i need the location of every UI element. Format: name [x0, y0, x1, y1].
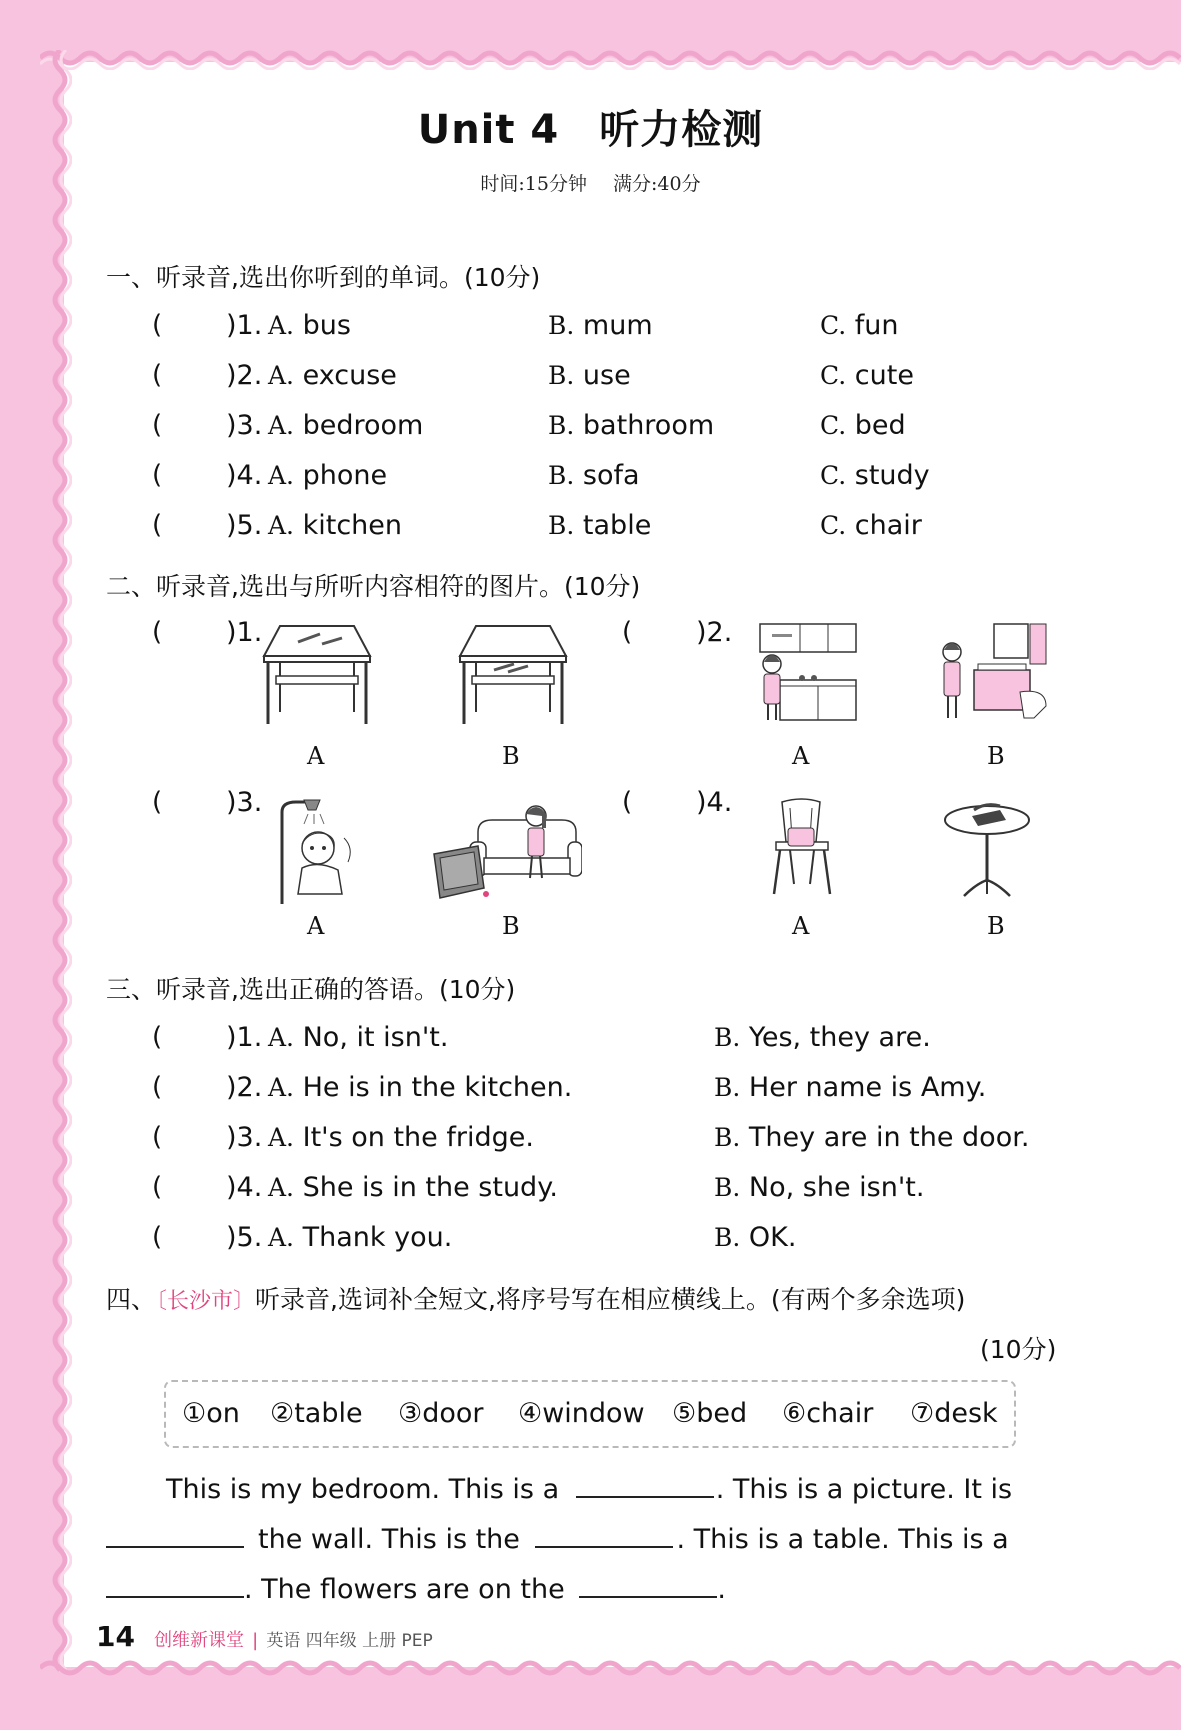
question-number-2-3: )3. — [226, 787, 263, 818]
pic-label-a: A — [792, 912, 810, 940]
answer-paren[interactable]: ( — [152, 1172, 163, 1202]
option-a: A. No, it isn't. — [268, 1022, 449, 1053]
option-c: C. cute — [820, 360, 914, 391]
question-number: )3. — [226, 1122, 263, 1153]
blank-4[interactable] — [106, 1570, 244, 1598]
answer-paren[interactable]: ( — [152, 1072, 163, 1102]
option-b: B. OK. — [714, 1222, 797, 1253]
section-4-score: (10分) — [980, 1335, 1057, 1364]
question-number-2-2: )2. — [696, 617, 733, 648]
pic-label-b: B — [502, 912, 520, 940]
passage-line-3 — [106, 1570, 1074, 1605]
option-b: B. use — [548, 360, 631, 391]
section-3-title: 三、听录音,选出正确的答语。(10分) — [106, 975, 516, 1004]
girl-on-sofa-with-tv-icon[interactable] — [432, 802, 582, 902]
word-bank — [164, 1380, 1016, 1448]
option-a: A. bus — [268, 310, 351, 341]
passage-text: . This is a table. This is a — [676, 1524, 1009, 1555]
book-info: 英语 四年级 上册 PEP — [266, 1631, 433, 1651]
option-b: B. Her name is Amy. — [714, 1072, 987, 1103]
answer-paren[interactable]: ( — [152, 360, 163, 390]
pic-label-a: A — [307, 912, 325, 940]
page-subtitle — [0, 169, 1181, 196]
section-1-title: 一、听录音,选出你听到的单词。(10分) — [106, 263, 541, 292]
pic-label-b: B — [987, 742, 1005, 770]
blank-2[interactable] — [106, 1520, 244, 1548]
bag-on-chair-icon[interactable] — [770, 798, 836, 908]
word-option: ③door — [398, 1398, 484, 1429]
blank-3[interactable] — [535, 1520, 673, 1548]
answer-paren[interactable]: ( — [152, 1022, 163, 1052]
passage-text: . The flowers are on the — [244, 1574, 565, 1605]
passage-text: the wall. This is the — [258, 1524, 520, 1555]
blank-1[interactable] — [576, 1470, 714, 1498]
option-a: A. kitchen — [268, 510, 403, 541]
pic-label-a: A — [792, 742, 810, 770]
option-a: A. Thank you. — [268, 1222, 453, 1253]
question-number: )2. — [226, 1072, 263, 1103]
full-score: 满分:40分 — [613, 173, 701, 195]
question-number-2-4: )4. — [696, 787, 733, 818]
passage-line-2 — [106, 1520, 1074, 1555]
blank-5[interactable] — [579, 1570, 717, 1598]
answer-paren[interactable]: ( — [152, 310, 163, 340]
word-option: ④window — [518, 1398, 645, 1429]
option-b: B. They are in the door. — [714, 1122, 1030, 1153]
question-number: )5. — [226, 510, 263, 541]
left-wave-border — [46, 50, 72, 1680]
answer-paren[interactable]: ( — [152, 1222, 163, 1252]
girl-in-kitchen-icon[interactable] — [758, 620, 860, 726]
table-with-pens-on-top-icon[interactable] — [262, 620, 372, 725]
option-c: C. bed — [820, 410, 906, 441]
page-title — [0, 98, 1181, 155]
option-b: B. mum — [548, 310, 653, 341]
option-b: B. bathroom — [548, 410, 715, 441]
word-option: ②table — [270, 1398, 363, 1429]
question-number: )3. — [226, 410, 263, 441]
question-number: )1. — [226, 1022, 263, 1053]
word-option: ⑦desk — [910, 1398, 998, 1429]
answer-paren[interactable]: ( — [152, 460, 163, 490]
answer-paren-2-2[interactable]: ( — [622, 617, 633, 647]
passage-text: . — [717, 1574, 726, 1605]
word-option: ⑥chair — [782, 1398, 874, 1429]
option-c: C. chair — [820, 510, 922, 541]
section-4-title — [106, 1280, 965, 1316]
pic-label-b: B — [502, 742, 520, 770]
section-4-prefix: 四、 — [106, 1285, 157, 1314]
pic-label-b: B — [987, 912, 1005, 940]
option-a: A. phone — [268, 460, 388, 491]
answer-paren[interactable]: ( — [152, 1122, 163, 1152]
footer-separator: | — [252, 1630, 259, 1651]
option-b: B. No, she isn't. — [714, 1172, 925, 1203]
question-number: )5. — [226, 1222, 263, 1253]
boy-in-shower-icon[interactable] — [262, 798, 364, 906]
top-wave-border — [40, 44, 1181, 70]
section-4-instruction: 听录音,选词补全短文,将序号写在相应横线上。(有两个多余选项) — [255, 1285, 966, 1314]
option-c: C. fun — [820, 310, 899, 341]
passage-line-1 — [106, 1470, 1074, 1505]
phone-on-round-table-icon[interactable] — [942, 800, 1032, 900]
pic-label-a: A — [307, 742, 325, 770]
page-footer — [96, 1620, 433, 1653]
option-a: A. bedroom — [268, 410, 424, 441]
answer-paren[interactable]: ( — [152, 510, 163, 540]
test-name: 听力检测 — [599, 107, 764, 153]
option-c: C. study — [820, 460, 930, 491]
answer-paren-2-3[interactable]: ( — [152, 787, 163, 817]
city-tag: 〔长沙市〕 — [156, 1289, 256, 1314]
question-number: )2. — [226, 360, 263, 391]
answer-paren-2-4[interactable]: ( — [622, 787, 633, 817]
passage-text: This is my bedroom. This is a — [166, 1474, 560, 1505]
section-2-title: 二、听录音,选出与所听内容相符的图片。(10分) — [106, 572, 641, 601]
question-number-2-1: )1. — [226, 617, 263, 648]
unit-number: Unit 4 — [417, 107, 560, 153]
question-number: )1. — [226, 310, 263, 341]
option-a: A. It's on the fridge. — [268, 1122, 534, 1153]
time-limit: 时间:15分钟 — [480, 173, 587, 195]
option-a: A. excuse — [268, 360, 397, 391]
word-option: ①on — [182, 1398, 240, 1429]
question-number: )4. — [226, 1172, 263, 1203]
question-number: )4. — [226, 460, 263, 491]
option-a: A. He is in the kitchen. — [268, 1072, 573, 1103]
girl-in-bathroom-icon[interactable] — [934, 618, 1052, 726]
brand-name: 创维新课堂 — [154, 1630, 245, 1651]
option-b: B. Yes, they are. — [714, 1022, 931, 1053]
page-number: 14 — [96, 1620, 135, 1653]
word-option: ⑤bed — [672, 1398, 748, 1429]
answer-paren[interactable]: ( — [152, 410, 163, 440]
answer-paren-2-1[interactable]: ( — [152, 617, 163, 647]
option-b: B. table — [548, 510, 652, 541]
passage-text: . This is a picture. It is — [715, 1474, 1013, 1505]
option-b: B. sofa — [548, 460, 640, 491]
table-with-pens-inside-icon[interactable] — [458, 620, 568, 725]
option-a: A. She is in the study. — [268, 1172, 558, 1203]
bottom-wave-border — [40, 1656, 1181, 1682]
